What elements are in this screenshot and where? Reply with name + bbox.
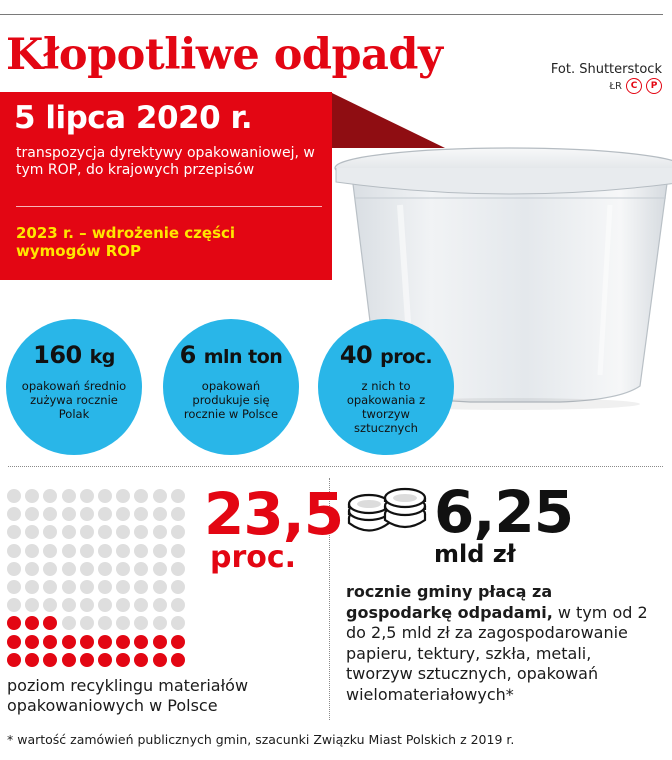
waffle-dot-empty bbox=[98, 580, 112, 594]
stat-unit: proc. bbox=[380, 346, 433, 368]
waffle-dot-empty bbox=[171, 507, 185, 521]
waffle-dot-filled bbox=[25, 653, 39, 667]
waffle-dot-filled bbox=[98, 635, 112, 649]
stat-number: 6 bbox=[179, 341, 196, 369]
waffle-dot-filled bbox=[80, 635, 94, 649]
waffle-dot-filled bbox=[116, 635, 130, 649]
coins-icon bbox=[345, 482, 429, 532]
waffle-dot-filled bbox=[80, 653, 94, 667]
waffle-dot-empty bbox=[25, 580, 39, 594]
waffle-dot-empty bbox=[153, 489, 167, 503]
waffle-dot-empty bbox=[153, 580, 167, 594]
footnote: * wartość zamówień publicznych gmin, szacunki Związku Miast Polskich z 2019 r. bbox=[7, 732, 515, 747]
waffle-dot-empty bbox=[171, 525, 185, 539]
stat-value bbox=[318, 341, 454, 369]
waffle-dot-empty bbox=[116, 544, 130, 558]
waffle-dot-filled bbox=[171, 635, 185, 649]
spending-description bbox=[346, 582, 662, 705]
waffle-dot-empty bbox=[43, 507, 57, 521]
stat-value bbox=[6, 341, 142, 369]
waffle-dot-empty bbox=[80, 616, 94, 630]
section-divider bbox=[8, 466, 663, 467]
waffle-dot-empty bbox=[25, 507, 39, 521]
waffle-dot-filled bbox=[25, 616, 39, 630]
waffle-dot-filled bbox=[43, 635, 57, 649]
waffle-dot-filled bbox=[7, 635, 21, 649]
waffle-dot-empty bbox=[98, 616, 112, 630]
waffle-dot-empty bbox=[7, 544, 21, 558]
waffle-dot-empty bbox=[80, 489, 94, 503]
timeline-date: 5 lipca 2020 r. bbox=[14, 100, 253, 136]
waffle-dot-empty bbox=[43, 525, 57, 539]
stat-description: opakowań produkuje się rocznie w Polsce bbox=[183, 379, 279, 421]
timeline-implementation: 2023 r. – wdrożenie części wymogów ROP bbox=[16, 224, 236, 260]
waffle-dot-empty bbox=[134, 580, 148, 594]
waffle-dot-empty bbox=[80, 580, 94, 594]
photo-credit: Fot. Shutterstock bbox=[550, 62, 662, 77]
waffle-dot-filled bbox=[98, 653, 112, 667]
spending-lead: rocznie gminy płacą za gospodarkę odpadami, bbox=[346, 582, 553, 622]
waffle-dot-empty bbox=[98, 598, 112, 612]
stat-circle-consumption bbox=[6, 319, 142, 455]
waffle-dot-empty bbox=[62, 507, 76, 521]
timeline-description: transpozycja dyrektywy opakowaniowej, w tym ROP, do krajowych przepisów bbox=[16, 145, 315, 178]
waffle-dot-empty bbox=[134, 616, 148, 630]
logo-mark-p: P bbox=[646, 78, 662, 94]
page-title: Kłopotliwe odpady bbox=[6, 30, 443, 80]
waffle-dot-empty bbox=[43, 544, 57, 558]
waffle-dot-empty bbox=[98, 562, 112, 576]
waffle-dot-filled bbox=[43, 616, 57, 630]
waffle-dot-empty bbox=[80, 507, 94, 521]
waffle-dot-empty bbox=[153, 525, 167, 539]
spending-detail: w tym od 2 do 2,5 mld zł za zagospodarowanie papieru, tektury, szkła, metali, tworzyw sztucznych, opakowań wielomateriałowych* bbox=[346, 602, 648, 704]
waffle-dot-empty bbox=[134, 489, 148, 503]
waffle-dot-empty bbox=[153, 544, 167, 558]
waffle-dot-empty bbox=[116, 580, 130, 594]
waffle-dot-empty bbox=[116, 507, 130, 521]
waffle-dot-empty bbox=[134, 525, 148, 539]
waffle-dot-empty bbox=[7, 580, 21, 594]
waffle-dot-filled bbox=[7, 616, 21, 630]
waffle-dot-empty bbox=[80, 562, 94, 576]
waffle-dot-filled bbox=[62, 653, 76, 667]
waffle-dot-empty bbox=[25, 562, 39, 576]
waffle-dot-filled bbox=[25, 635, 39, 649]
waffle-dot-empty bbox=[62, 544, 76, 558]
waffle-dot-empty bbox=[25, 544, 39, 558]
waffle-dot-empty bbox=[43, 580, 57, 594]
stat-number: 160 bbox=[33, 341, 82, 369]
waffle-dot-empty bbox=[80, 525, 94, 539]
shadow-wedge bbox=[330, 92, 445, 148]
waffle-dot-empty bbox=[43, 562, 57, 576]
stat-value bbox=[163, 341, 299, 369]
waffle-dot-filled bbox=[43, 653, 57, 667]
waffle-dot-empty bbox=[98, 525, 112, 539]
waffle-dot-empty bbox=[134, 544, 148, 558]
waffle-dot-empty bbox=[153, 616, 167, 630]
waffle-dot-empty bbox=[80, 598, 94, 612]
waffle-dot-filled bbox=[153, 635, 167, 649]
waffle-dot-empty bbox=[25, 525, 39, 539]
waffle-dot-empty bbox=[171, 580, 185, 594]
waffle-dot-empty bbox=[7, 489, 21, 503]
waffle-dot-empty bbox=[134, 507, 148, 521]
recycling-waffle-chart bbox=[7, 489, 189, 669]
waffle-dot-filled bbox=[171, 653, 185, 667]
waffle-dot-empty bbox=[98, 489, 112, 503]
panel-divider bbox=[16, 206, 322, 207]
waffle-dot-filled bbox=[134, 653, 148, 667]
waffle-dot-empty bbox=[25, 598, 39, 612]
waffle-dot-empty bbox=[43, 489, 57, 503]
waffle-dot-filled bbox=[116, 653, 130, 667]
recycling-rate-value: 23,5 bbox=[204, 480, 344, 548]
waffle-dot-empty bbox=[116, 562, 130, 576]
author-initials: ŁR bbox=[609, 80, 622, 92]
recycling-caption: poziom recyklingu materiałów opakowaniowych w Polsce bbox=[7, 676, 249, 715]
waffle-dot-empty bbox=[80, 544, 94, 558]
waffle-dot-empty bbox=[7, 507, 21, 521]
waffle-dot-empty bbox=[116, 616, 130, 630]
waffle-dot-filled bbox=[153, 653, 167, 667]
waffle-dot-empty bbox=[62, 580, 76, 594]
spending-unit: mld zł bbox=[434, 540, 516, 568]
stat-description: z nich to opakowania z tworzyw sztucznych bbox=[346, 379, 426, 435]
waffle-dot-empty bbox=[171, 562, 185, 576]
waffle-dot-filled bbox=[134, 635, 148, 649]
waffle-dot-empty bbox=[7, 598, 21, 612]
waffle-dot-empty bbox=[153, 562, 167, 576]
waffle-dot-empty bbox=[153, 598, 167, 612]
waffle-dot-empty bbox=[134, 598, 148, 612]
waffle-dot-empty bbox=[171, 544, 185, 558]
waffle-dot-empty bbox=[98, 544, 112, 558]
waffle-dot-empty bbox=[153, 507, 167, 521]
spending-value: 6,25 bbox=[434, 478, 574, 546]
stat-circle-plastic bbox=[318, 319, 454, 455]
waffle-dot-empty bbox=[171, 616, 185, 630]
waffle-dot-empty bbox=[62, 616, 76, 630]
waffle-dot-empty bbox=[171, 598, 185, 612]
waffle-dot-empty bbox=[62, 525, 76, 539]
waffle-dot-empty bbox=[116, 525, 130, 539]
waffle-dot-empty bbox=[62, 489, 76, 503]
stat-unit: kg bbox=[89, 346, 115, 368]
waffle-dot-empty bbox=[116, 489, 130, 503]
recycling-rate-unit: proc. bbox=[210, 540, 297, 575]
waffle-dot-empty bbox=[134, 562, 148, 576]
stat-number: 40 bbox=[339, 341, 373, 369]
waffle-dot-empty bbox=[7, 525, 21, 539]
waffle-dot-empty bbox=[43, 598, 57, 612]
waffle-dot-empty bbox=[7, 562, 21, 576]
waffle-dot-filled bbox=[62, 635, 76, 649]
waffle-dot-filled bbox=[7, 653, 21, 667]
logo-mark-c: C bbox=[626, 78, 642, 94]
waffle-dot-empty bbox=[62, 562, 76, 576]
waffle-dot-empty bbox=[98, 507, 112, 521]
waffle-dot-empty bbox=[25, 489, 39, 503]
waffle-dot-empty bbox=[116, 598, 130, 612]
stat-circle-production bbox=[163, 319, 299, 455]
stat-unit: mln ton bbox=[203, 346, 283, 368]
waffle-dot-empty bbox=[62, 598, 76, 612]
waffle-dot-empty bbox=[171, 489, 185, 503]
stat-description: opakowań średnio zużywa rocznie Polak bbox=[21, 379, 127, 421]
